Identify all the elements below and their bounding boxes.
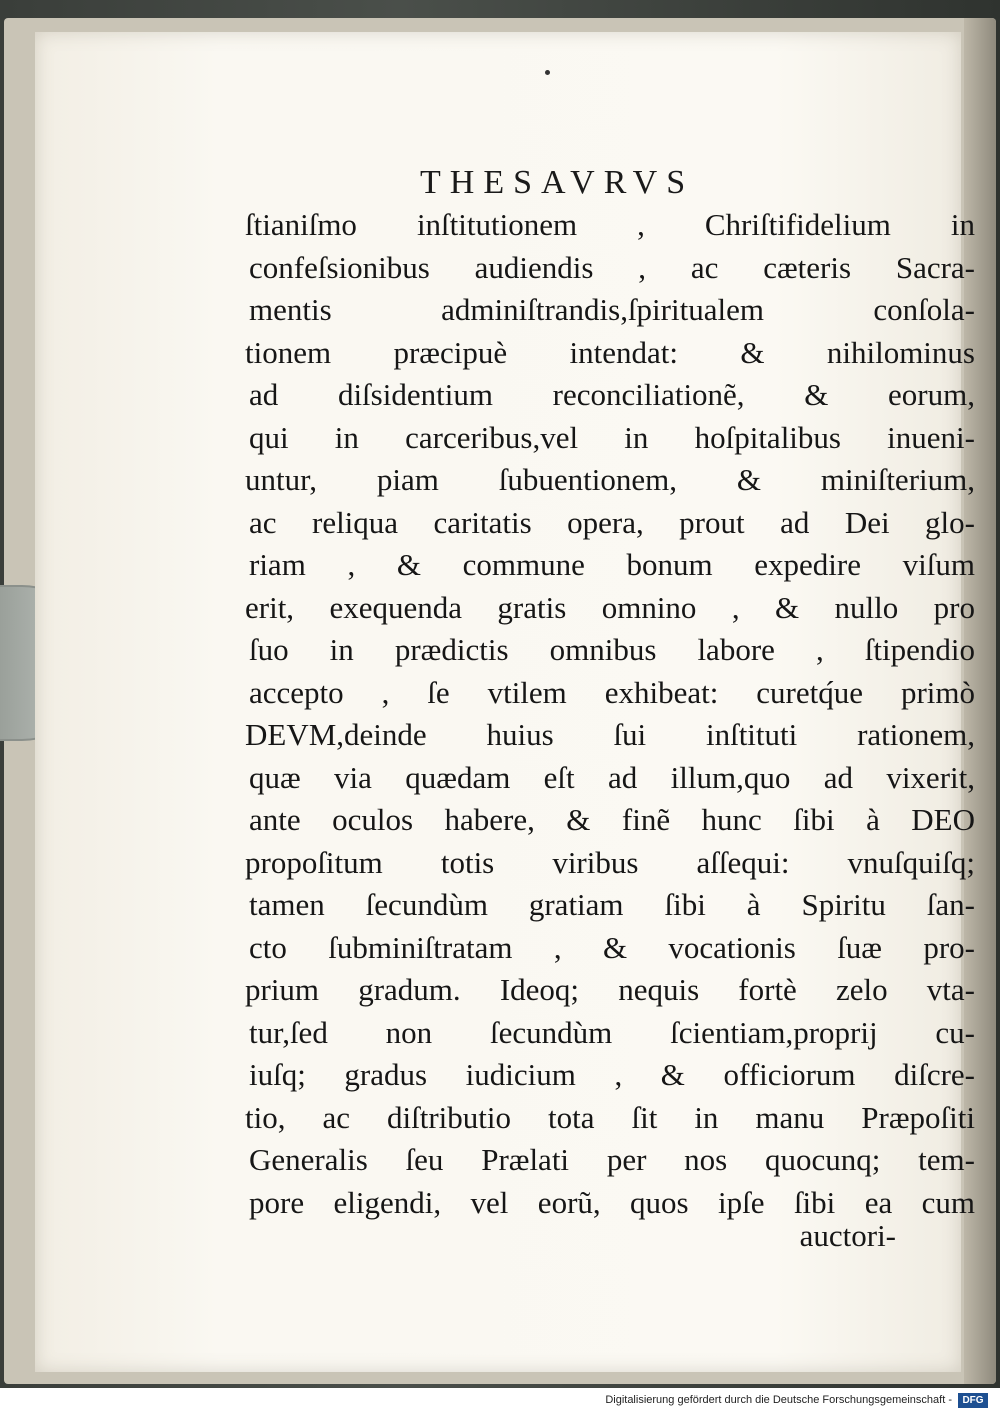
- text-line: ſtianiſmo inſtitutionem , Chriſtifidelium in: [245, 207, 975, 242]
- ink-dot: [545, 70, 550, 75]
- funding-credit: Digitalisierung gefördert durch die Deutsche Forschungsgemeinschaft -: [605, 1394, 952, 1406]
- text-line: ſuo in prædictis omnibus labore , ſtipendio: [249, 632, 975, 667]
- text-line: DEVM,deinde huius ſui inſtituti rationem,: [245, 717, 975, 752]
- running-head: THESAVRVS: [420, 164, 695, 201]
- text-line: riam , & commune bonum expedire viſum: [249, 547, 975, 582]
- text-line: ad diſsidentium reconciliationẽ, & eorum,: [249, 377, 975, 412]
- text-line: tionem præcipuè intendat: & nihilominus: [245, 334, 975, 370]
- text-line: cto ſubminiſtratam , & vocationis ſuæ pro-: [249, 929, 975, 965]
- text-line: quæ via quædam eſt ad illum,quo ad vixerit,: [249, 759, 975, 795]
- text-line: ac reliqua caritatis opera, prout ad Dei glo-: [249, 504, 975, 540]
- text-line: erit, exequenda gratis omnino , & nullo pro: [245, 589, 975, 625]
- text-line: tamen ſecundùm gratiam ſibi à Spiritu ſan-: [249, 887, 975, 922]
- text-line: tur,ſed non ſecundùm ſcientiam,proprij cu-: [249, 1014, 975, 1050]
- text-line: Generalis ſeu Prælati per nos quocunq; tem-: [249, 1142, 975, 1177]
- text-line: ante oculos habere, & finẽ hunc ſibi à DEO: [249, 802, 975, 837]
- book-page: [35, 32, 975, 1372]
- text-line: mentis adminiſtrandis,ſpiritualem conſola-: [249, 292, 975, 327]
- digitization-footer: [0, 1388, 1000, 1414]
- text-block: [245, 204, 975, 1224]
- text-line: tio, ac diſtributio tota ſit in manu Præpoſiti: [245, 1099, 975, 1135]
- catchword: auctori-: [799, 1218, 896, 1253]
- text-line: untur, piam ſubuentionem, & miniſterium,: [245, 462, 975, 497]
- text-line: accepto , ſe vtilem exhibeat: curetq́ue primò: [249, 674, 975, 710]
- text-line: qui in carceribus,vel in hoſpitalibus inueni-: [249, 419, 975, 455]
- text-line: prium gradum. Ideoq; nequis fortè zelo vta-: [245, 972, 975, 1007]
- text-line: propoſitum totis viribus aſſequi: vnuſquiſq;: [245, 844, 975, 880]
- text-line: confeſsionibus audiendis , ac cæteris Sacra-: [249, 249, 975, 285]
- dfg-logo: DFG: [958, 1393, 988, 1408]
- text-line: iuſq; gradus iudicium , & officiorum diſcre-: [249, 1057, 975, 1092]
- text-line: pore eligendi, vel eorũ, quos ipſe ſibi ea cum: [249, 1184, 975, 1220]
